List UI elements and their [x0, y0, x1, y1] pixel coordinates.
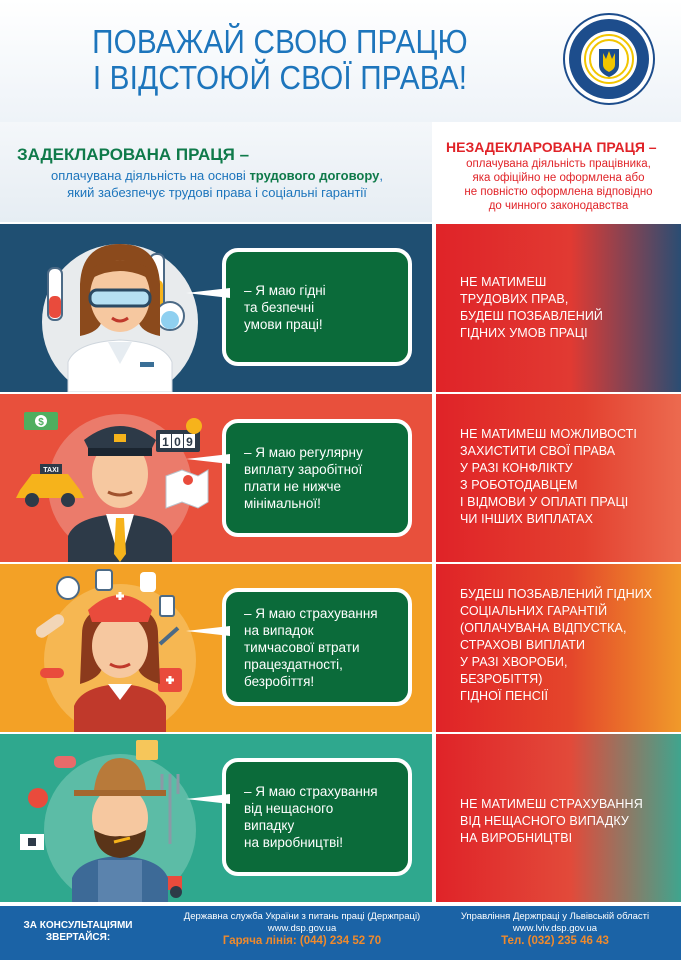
- bubble-4-line-3: випадку: [244, 818, 295, 833]
- consequence-4-line-1: НЕ МАТИМЕШ СТРАХУВАННЯ: [460, 797, 643, 811]
- undeclared-text: [446, 157, 671, 213]
- consequence-1-line-2: ТРУДОВИХ ПРАВ,: [460, 292, 569, 306]
- nurse-illustration: [20, 564, 220, 732]
- bubble-1-line-3: умови праці!: [244, 316, 323, 332]
- declared-text: [17, 167, 417, 201]
- consequence-3-line-1: БУДЕШ ПОЗБАВЛЕНИЙ ГІДНИХ: [460, 587, 653, 601]
- consequence-1-line-3: БУДЕШ ПОЗБАВЛЕНИЙ: [460, 309, 603, 323]
- hotline: [172, 935, 432, 947]
- footer-national: [172, 911, 432, 947]
- bubble-3-line-3: тимчасової втрати: [244, 639, 360, 655]
- consult-label: [22, 920, 134, 944]
- consequence-3-line-3: (ОПЛАЧУВАНА ВІДПУСТКА,: [460, 621, 627, 635]
- declared-text-a: оплачувана діяльність на основі: [51, 168, 250, 183]
- consequence-2-line-5: І ВІДМОВИ У ОПЛАТІ ПРАЦІ: [460, 495, 629, 509]
- band-3: [0, 564, 432, 732]
- bubble-tail-4: [186, 794, 230, 804]
- tooth-icon: [140, 572, 156, 592]
- hotline-label: Гаряча лінія:: [222, 935, 297, 947]
- bubble-3-line-1: – Я маю страхування: [244, 605, 378, 621]
- bubble-1-line-1: – Я маю гідні: [244, 282, 326, 298]
- consequence-1-line-4: ГІДНИХ УМОВ ПРАЦІ: [460, 326, 588, 340]
- undeclared-definition: [432, 122, 681, 222]
- farmer-illustration: [14, 734, 220, 902]
- bubble-2-line-3: плати не нижче: [244, 479, 342, 494]
- bubble-1-line-2: та безпечні: [244, 299, 315, 315]
- band-1: [0, 224, 432, 392]
- definitions-row: [0, 122, 681, 222]
- bubble-4-line-1: – Я маю страхування: [244, 784, 378, 799]
- consequence-2-line-1: НЕ МАТИМЕШ МОЖЛИВОСТІ: [460, 427, 637, 441]
- band-2: [0, 394, 432, 562]
- bubble-3-line-4: працездатності,: [244, 656, 343, 672]
- consequence-3-line-4: СТРАХОВІ ВИПЛАТИ: [460, 638, 586, 652]
- bubble-tail-3: [186, 626, 230, 636]
- consequence-3: [436, 564, 681, 732]
- consequence-2-line-3: У РАЗІ КОНФЛІКТУ: [460, 461, 573, 475]
- bubble-3-line-5: безробіття!: [244, 673, 315, 689]
- regional-phone-number[interactable]: (032) 235 46 43: [527, 935, 609, 947]
- taxi-label: TAXI: [43, 467, 59, 474]
- declared-text-bold: трудового договору: [249, 168, 380, 183]
- declared-title: ЗАДЕКЛАРОВАНА ПРАЦЯ –: [17, 145, 250, 164]
- consequence-3-line-7: ГІДНОЇ ПЕНСІЇ: [460, 689, 549, 703]
- scientist-illustration: [20, 224, 220, 392]
- bubble-tail-1: [186, 288, 230, 298]
- bubble-tail-2: [186, 454, 230, 464]
- speech-bubble-4: [222, 758, 412, 876]
- clock-digit-1: 1: [162, 435, 169, 449]
- page-title: [82, 24, 478, 96]
- undeclared-text-3: не повністю оформлена відповідно: [464, 186, 653, 198]
- speech-bubble-1: [222, 248, 412, 366]
- footer-regional: [440, 911, 670, 947]
- national-site-link[interactable]: www.dsp.gov.ua: [267, 923, 337, 934]
- declared-text-b: ,: [379, 168, 383, 183]
- undeclared-text-2: яка офіційно не оформлена або: [472, 172, 645, 184]
- band-4: [0, 734, 432, 902]
- driver-illustration: [10, 394, 220, 562]
- consequence-4: [436, 734, 681, 902]
- money-symbol: $: [38, 417, 44, 428]
- consult-line-1: ЗА КОНСУЛЬТАЦІЯМИ: [23, 920, 133, 931]
- consequence-1: [436, 224, 681, 392]
- regional-site-link[interactable]: www.lviv.dsp.gov.ua: [512, 923, 598, 934]
- consequence-4-line-2: ВІД НЕЩАСНОГО ВИПАДКУ: [460, 814, 629, 828]
- bubble-2-line-2: виплату заробітної: [244, 462, 363, 477]
- hotline-number[interactable]: (044) 234 52 70: [299, 935, 382, 947]
- undeclared-title: НЕЗАДЕКЛАРОВАНА ПРАЦЯ –: [446, 139, 657, 155]
- pill-icon: [40, 668, 64, 678]
- consequence-3-line-5: У РАЗІ ХВОРОБИ,: [460, 655, 568, 669]
- declared-text-c: який забезпечує трудові права і соціальні гарантії: [67, 185, 367, 200]
- consequence-3-line-2: СОЦІАЛЬНИХ ГАРАНТІЙ: [460, 604, 608, 618]
- title-line-2: І ВІДСТОЮЙ СВОЇ ПРАВА!: [92, 59, 468, 96]
- pill-bottle-icon: [160, 596, 174, 616]
- undeclared-text-4: до чинного законодавства: [488, 200, 629, 212]
- map-icon: [166, 470, 208, 508]
- flask-icon: [57, 577, 79, 599]
- bubble-4-line-4: на виробництві!: [244, 835, 344, 850]
- title-line-1: ПОВАЖАЙ СВОЮ ПРАЦЮ: [92, 23, 468, 60]
- consult-line-2: ЗВЕРТАЙСЯ:: [45, 932, 111, 943]
- consequence-2-line-4: З РОБОТОДАВЦЕМ: [460, 478, 578, 492]
- consequence-2: [436, 394, 681, 562]
- consequence-2-line-6: ЧИ ІНШИХ ВИПЛАТАХ: [460, 512, 594, 526]
- consequence-3-line-6: БЕЗРОБІТТЯ): [460, 672, 543, 686]
- bubble-4-line-2: від нещасного: [244, 801, 334, 816]
- undeclared-text-1: оплачувана діяльність працівника,: [466, 158, 651, 170]
- bubble-2-line-1: – Я маю регулярну: [244, 445, 363, 460]
- bubble-2-line-4: мінімальної!: [244, 496, 321, 511]
- consequence-1-line-1: НЕ МАТИМЕШ: [460, 275, 547, 289]
- clock-digit-3: 9: [186, 435, 193, 449]
- bubble-3-line-2: на випадок: [244, 622, 314, 638]
- declared-definition: [0, 122, 432, 222]
- national-name: Державна служба України з питань праці (Держпраці): [183, 911, 421, 922]
- dsp-logo: [563, 13, 655, 105]
- xray-icon: [96, 570, 112, 590]
- clock-digit-2: 0: [174, 435, 181, 449]
- regional-phone: [440, 935, 670, 947]
- consequence-4-line-3: НА ВИРОБНИЦТВІ: [460, 831, 573, 845]
- speech-bubble-2: [222, 419, 412, 537]
- header: [0, 0, 681, 122]
- regional-name: Управління Держпраці у Львівській області: [460, 911, 650, 922]
- footer: [0, 906, 681, 960]
- cheese-icon: [136, 740, 158, 760]
- speech-bubble-3: [222, 588, 412, 706]
- regional-phone-label: Тел.: [501, 935, 525, 947]
- consequence-2-line-2: ЗАХИСТИТИ СВОЇ ПРАВА: [460, 444, 616, 458]
- apple-icon: [28, 788, 48, 808]
- meat-icon: [54, 756, 76, 768]
